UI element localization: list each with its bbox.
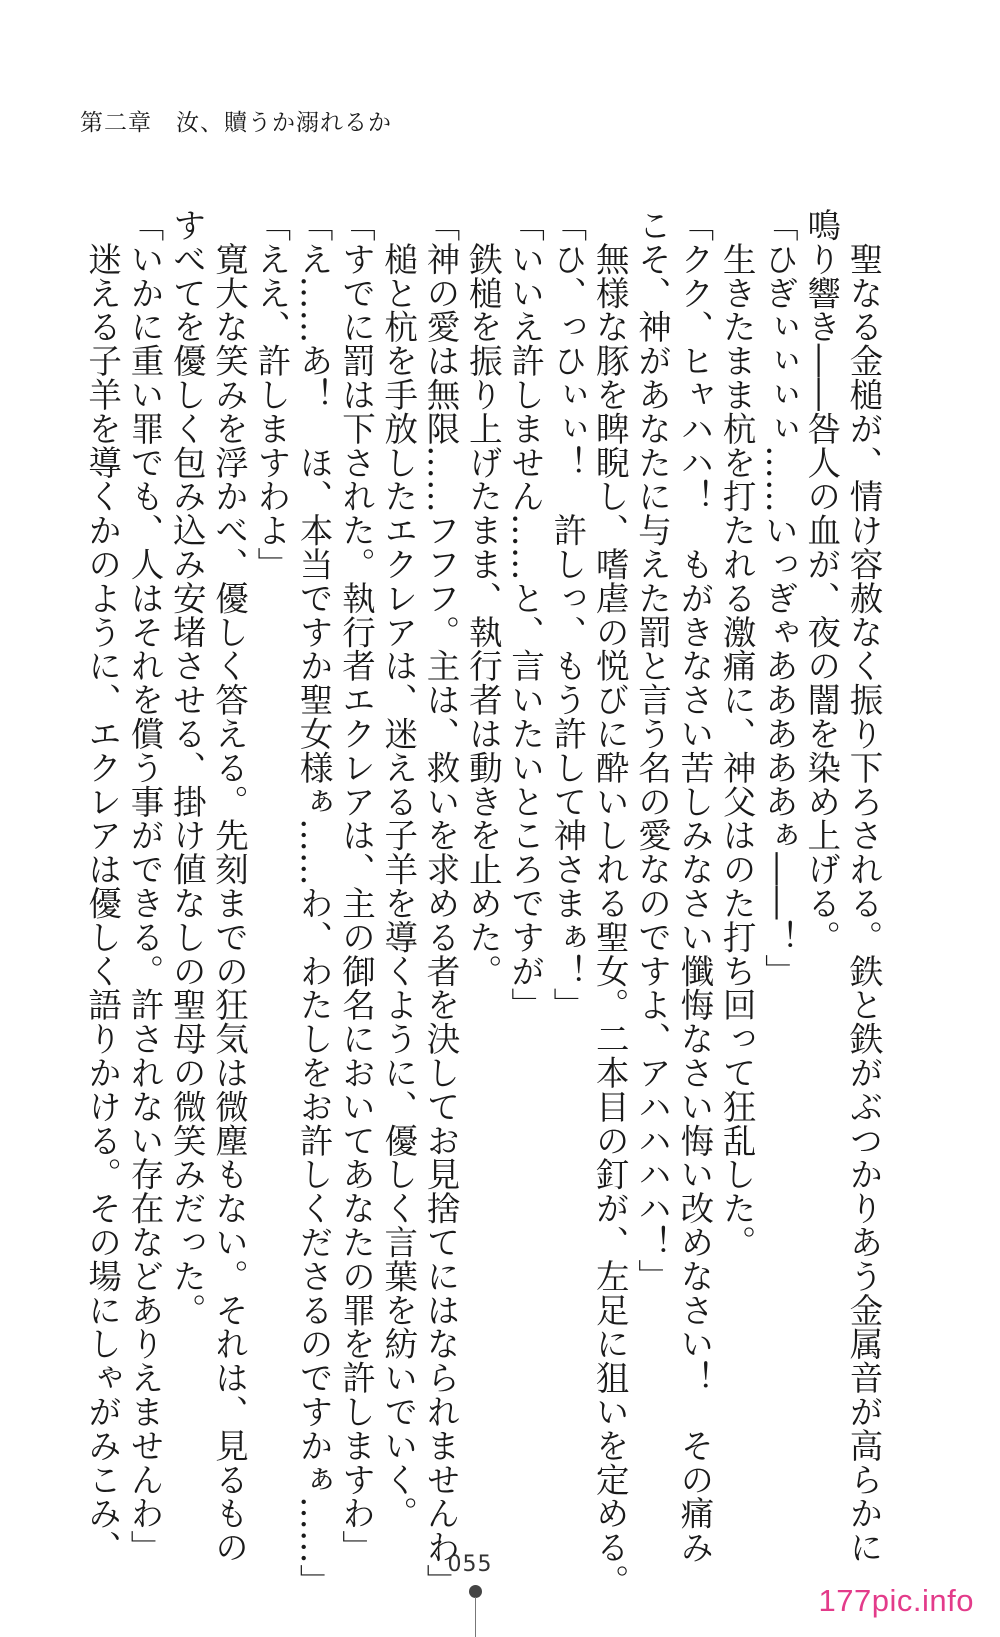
text-line: 「ひぎぃぃぃぃ……いっぎゃあああああぁ――！」	[759, 208, 799, 988]
text-line: 「いいえ許しません……と、言いたいところですが」	[505, 208, 545, 1022]
text-line: 寛大な笑みを浮かべ、優しく答える。先刻までの狂気は微塵もない。それは、見るもの	[209, 208, 249, 1564]
folio-line-ornament	[475, 1597, 476, 1637]
text-line: すべてを優しく包み込み安堵させる、掛け値なしの聖母の微笑みだった。	[167, 208, 207, 1327]
watermark: 177pic.info	[818, 1583, 974, 1618]
text-line: 槌と杭を手放したエクレアは、迷える子羊を導くように、優しく言葉を紡いでいく。	[378, 208, 418, 1531]
text-line: 「神の愛は無限……フフフ。主は、救いを求める者を決してお見捨てにはなられませんわ」	[421, 208, 461, 1598]
text-line: 生きたまま杭を打たれる激痛に、神父はのた打ち回って狂乱した。	[717, 208, 757, 1259]
text-line: 「ええ、許しますわよ」	[251, 208, 291, 581]
text-line: 聖なる金槌が、情け容赦なく振り下ろされる。鉄と鉄がぶつかりあう金属音が高らかに	[844, 208, 883, 1564]
text-line: 鉄槌を振り上げたまま、執行者は動きを止めた。	[463, 208, 503, 988]
text-line: 「すでに罰は下された。執行者エクレアは、主の御名においてあなたの罪を許しますわ」	[336, 208, 376, 1564]
page-number: 055	[447, 1552, 493, 1577]
text-line: 「クク、ヒャハハ！ もがきなさい苦しみなさい懺悔なさい悔い改めなさい！ その痛み	[674, 208, 714, 1564]
running-head: 第二章 汝、贖うか溺れるか	[80, 110, 392, 136]
text-line: 迷える子羊を導くかのように、エクレアは優しく語りかける。その場にしゃがみこみ、	[82, 208, 122, 1564]
text-line: こそ、神があなたに与えた罰と言う名の愛なのですよ、アハハハハ！」	[632, 208, 672, 1293]
text-line: 「え……あ！ ほ、本当ですか聖女様ぁ……わ、わたしをお許しくださるのですかぁ……」	[294, 208, 334, 1598]
text-line: 「ひ、っひぃぃ！ 許しっ、もう許して神さまぁ！」	[547, 208, 587, 1022]
text-line: 「いかに重い罪でも、人はそれを償う事ができる。許されない存在などありえませんわ」	[124, 208, 164, 1564]
text-line: 無様な豚を睥睨し、嗜虐の悦びに酔いしれる聖女。二本目の釘が、左足に狙いを定める。	[590, 208, 630, 1598]
text-line: 鳴り響き――咎人の血が、夜の闇を染め上げる。	[801, 208, 841, 954]
